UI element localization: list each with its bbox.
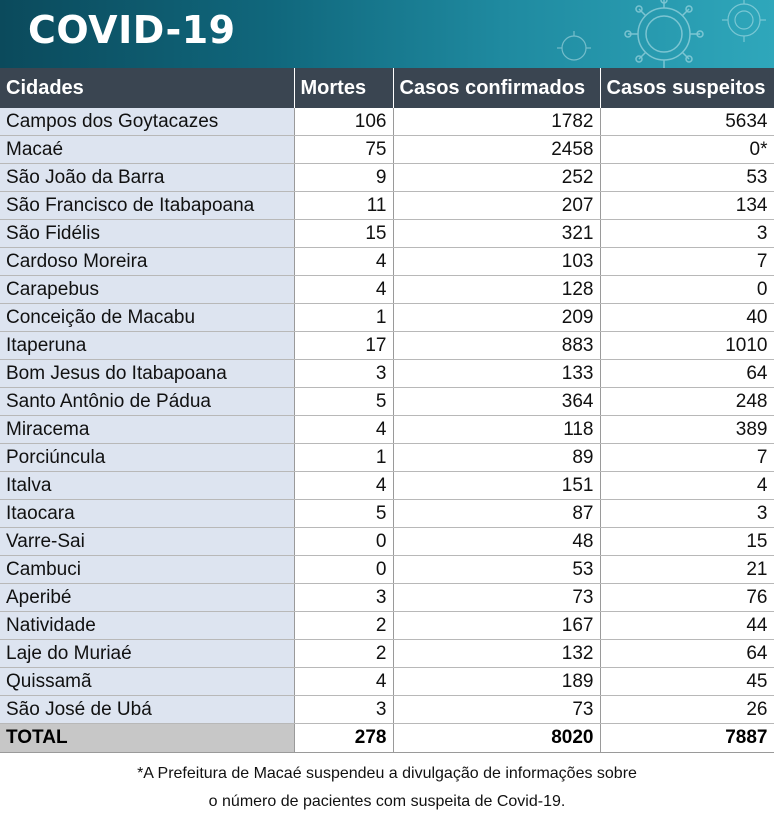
table-row [0, 108, 774, 136]
suspected-cell: 15 [600, 528, 774, 556]
table-row [0, 584, 774, 612]
suspected-cell: 44 [600, 612, 774, 640]
city-cell: Natividade [0, 612, 294, 640]
suspected-cell: 53 [600, 164, 774, 192]
confirmed-cell: 151 [393, 472, 600, 500]
suspected-cell: 134 [600, 192, 774, 220]
confirmed-cell: 209 [393, 304, 600, 332]
deaths-cell: 3 [294, 696, 393, 724]
total-row [0, 724, 774, 753]
city-cell: Bom Jesus do Itabapoana [0, 360, 294, 388]
table-row [0, 360, 774, 388]
suspected-cell: 40 [600, 304, 774, 332]
deaths-cell: 4 [294, 472, 393, 500]
table-row [0, 472, 774, 500]
deaths-cell: 0 [294, 528, 393, 556]
city-cell: Italva [0, 472, 294, 500]
city-cell: Cambuci [0, 556, 294, 584]
header-casos-suspeitos: Casos suspeitos [600, 68, 774, 108]
city-cell: São Fidélis [0, 220, 294, 248]
city-cell: São Francisco de Itabapoana [0, 192, 294, 220]
suspected-cell: 7 [600, 444, 774, 472]
city-cell: Cardoso Moreira [0, 248, 294, 276]
confirmed-cell: 252 [393, 164, 600, 192]
table-row [0, 416, 774, 444]
header-cidades: Cidades [0, 68, 294, 108]
confirmed-cell: 87 [393, 500, 600, 528]
table-row [0, 332, 774, 360]
deaths-cell: 4 [294, 248, 393, 276]
suspected-cell: 3 [600, 500, 774, 528]
confirmed-cell: 53 [393, 556, 600, 584]
deaths-cell: 1 [294, 304, 393, 332]
deaths-cell: 75 [294, 136, 393, 164]
confirmed-cell: 73 [393, 696, 600, 724]
deaths-cell: 9 [294, 164, 393, 192]
table-row [0, 248, 774, 276]
suspected-cell: 1010 [600, 332, 774, 360]
suspected-cell: 0* [600, 136, 774, 164]
footnote-line-1: *A Prefeitura de Macaé suspendeu a divulgação de informações sobre [137, 765, 637, 782]
suspected-cell: 21 [600, 556, 774, 584]
total-label: TOTAL [0, 724, 294, 753]
table-row [0, 164, 774, 192]
deaths-cell: 3 [294, 360, 393, 388]
table-row [0, 500, 774, 528]
header-row [0, 68, 774, 108]
suspected-cell: 4 [600, 472, 774, 500]
banner [0, 0, 774, 68]
confirmed-cell: 2458 [393, 136, 600, 164]
deaths-cell: 1 [294, 444, 393, 472]
city-cell: Macaé [0, 136, 294, 164]
city-cell: São José de Ubá [0, 696, 294, 724]
table-row [0, 136, 774, 164]
table-row [0, 444, 774, 472]
confirmed-cell: 1782 [393, 108, 600, 136]
city-cell: Aperibé [0, 584, 294, 612]
suspected-cell: 45 [600, 668, 774, 696]
confirmed-cell: 883 [393, 332, 600, 360]
city-cell: Varre-Sai [0, 528, 294, 556]
table-row [0, 556, 774, 584]
city-cell: Miracema [0, 416, 294, 444]
city-cell: Itaocara [0, 500, 294, 528]
suspected-cell: 64 [600, 640, 774, 668]
deaths-cell: 4 [294, 416, 393, 444]
table-row [0, 388, 774, 416]
suspected-cell: 76 [600, 584, 774, 612]
city-cell: São João da Barra [0, 164, 294, 192]
deaths-cell: 15 [294, 220, 393, 248]
covid-table [0, 68, 774, 753]
confirmed-cell: 103 [393, 248, 600, 276]
confirmed-cell: 207 [393, 192, 600, 220]
table-row [0, 220, 774, 248]
header-casos-confirmados: Casos confirmados [393, 68, 600, 108]
confirmed-cell: 133 [393, 360, 600, 388]
deaths-cell: 4 [294, 276, 393, 304]
suspected-cell: 248 [600, 388, 774, 416]
table-row [0, 276, 774, 304]
deaths-cell: 17 [294, 332, 393, 360]
table-row [0, 192, 774, 220]
suspected-cell: 7 [600, 248, 774, 276]
confirmed-cell: 89 [393, 444, 600, 472]
city-cell: Itaperuna [0, 332, 294, 360]
suspected-cell: 0 [600, 276, 774, 304]
confirmed-cell: 321 [393, 220, 600, 248]
city-cell: Laje do Muriaé [0, 640, 294, 668]
deaths-cell: 3 [294, 584, 393, 612]
banner-title: COVID-19 [28, 8, 236, 52]
table-row [0, 668, 774, 696]
deaths-cell: 2 [294, 612, 393, 640]
confirmed-cell: 189 [393, 668, 600, 696]
deaths-cell: 4 [294, 668, 393, 696]
confirmed-cell: 73 [393, 584, 600, 612]
deaths-cell: 5 [294, 388, 393, 416]
deaths-cell: 5 [294, 500, 393, 528]
header-mortes: Mortes [294, 68, 393, 108]
virus-illustration-icon [514, 0, 774, 68]
deaths-cell: 0 [294, 556, 393, 584]
city-cell: Santo Antônio de Pádua [0, 388, 294, 416]
deaths-cell: 106 [294, 108, 393, 136]
confirmed-cell: 48 [393, 528, 600, 556]
confirmed-cell: 128 [393, 276, 600, 304]
total-confirmed: 8020 [393, 724, 600, 753]
suspected-cell: 64 [600, 360, 774, 388]
city-cell: Campos dos Goytacazes [0, 108, 294, 136]
confirmed-cell: 167 [393, 612, 600, 640]
city-cell: Porciúncula [0, 444, 294, 472]
confirmed-cell: 364 [393, 388, 600, 416]
table-row [0, 696, 774, 724]
suspected-cell: 389 [600, 416, 774, 444]
table-row [0, 640, 774, 668]
total-suspected: 7887 [600, 724, 774, 753]
suspected-cell: 26 [600, 696, 774, 724]
table-row [0, 304, 774, 332]
city-cell: Quissamã [0, 668, 294, 696]
table-row [0, 528, 774, 556]
table-row [0, 612, 774, 640]
confirmed-cell: 118 [393, 416, 600, 444]
footnote-line-2: o número de pacientes com suspeita de Covid-19. [208, 793, 566, 810]
suspected-cell: 3 [600, 220, 774, 248]
deaths-cell: 2 [294, 640, 393, 668]
confirmed-cell: 132 [393, 640, 600, 668]
city-cell: Conceição de Macabu [0, 304, 294, 332]
footnote [0, 760, 774, 816]
total-deaths: 278 [294, 724, 393, 753]
city-cell: Carapebus [0, 276, 294, 304]
suspected-cell: 5634 [600, 108, 774, 136]
deaths-cell: 11 [294, 192, 393, 220]
